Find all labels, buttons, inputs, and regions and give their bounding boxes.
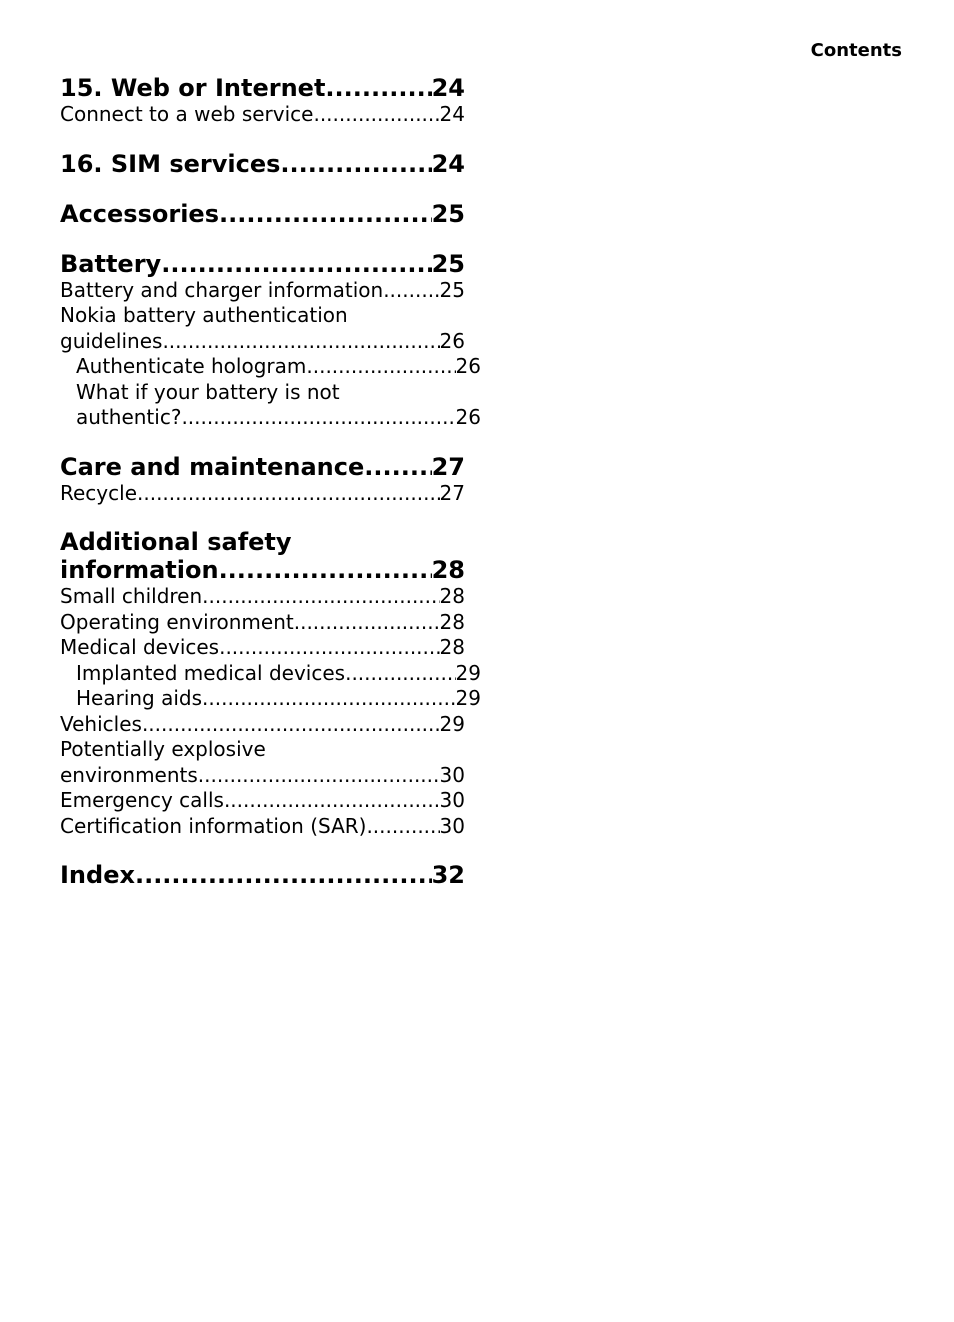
dot-leader bbox=[345, 661, 455, 687]
dot-leader bbox=[137, 481, 440, 507]
table-of-contents bbox=[60, 74, 481, 889]
toc-entry-certification-sar[interactable] bbox=[60, 814, 465, 840]
toc-entry-title: Small children bbox=[60, 584, 203, 608]
toc-entry-title: Care and maintenance bbox=[60, 452, 365, 481]
toc-entry-title: authentic? bbox=[76, 405, 182, 429]
toc-entry-page: 25 bbox=[439, 277, 465, 302]
toc-entry-web-or-internet[interactable] bbox=[60, 74, 465, 102]
dot-leader bbox=[219, 635, 439, 661]
toc-entry-vehicles[interactable] bbox=[60, 712, 465, 738]
toc-entry-operating-environment[interactable] bbox=[60, 610, 465, 636]
toc-entry-page: 26 bbox=[455, 354, 481, 378]
toc-entry-battery-charger-info[interactable] bbox=[60, 278, 465, 304]
toc-entry-title: Operating environment bbox=[60, 609, 294, 634]
toc-entry-page: 27 bbox=[439, 480, 465, 505]
toc-entry-title: Accessories bbox=[60, 199, 219, 228]
toc-entry-page: 29 bbox=[439, 711, 465, 736]
dot-leader bbox=[161, 250, 431, 278]
toc-entry-page: 28 bbox=[439, 635, 465, 659]
dot-leader bbox=[135, 861, 432, 889]
dot-leader bbox=[294, 610, 440, 636]
toc-entry-page: 26 bbox=[455, 405, 481, 429]
toc-entry-explosive-environments[interactable] bbox=[60, 737, 465, 788]
toc-entry-page: 25 bbox=[431, 249, 465, 278]
dot-leader bbox=[202, 584, 439, 610]
toc-entry-title-line: What if your battery is not bbox=[76, 379, 340, 404]
running-head: Contents bbox=[810, 40, 902, 61]
dot-leader bbox=[325, 74, 431, 102]
toc-entry-page: 28 bbox=[439, 584, 465, 608]
dot-leader bbox=[224, 788, 440, 814]
dot-leader bbox=[198, 763, 440, 789]
toc-entry-connect-web-service[interactable] bbox=[60, 102, 465, 128]
toc-entry-page: 30 bbox=[439, 788, 465, 812]
toc-entry-page: 30 bbox=[439, 813, 465, 838]
dot-leader bbox=[364, 453, 431, 481]
toc-entry-page: 27 bbox=[431, 452, 465, 481]
toc-entry-page: 24 bbox=[431, 149, 465, 178]
toc-entry-title: Connect to a web service bbox=[60, 102, 314, 126]
toc-entry-title: Implanted medical devices bbox=[76, 660, 346, 685]
toc-entry-title: Hearing aids bbox=[76, 686, 203, 710]
toc-entry-page: 28 bbox=[439, 609, 465, 634]
toc-entry-title: Battery and charger information bbox=[60, 277, 384, 302]
toc-entry-page: 24 bbox=[439, 102, 465, 126]
toc-entry-index[interactable] bbox=[60, 861, 465, 889]
toc-entry-title: 16. SIM services bbox=[60, 149, 281, 178]
dot-leader bbox=[306, 354, 455, 380]
toc-entry-title: Battery bbox=[60, 249, 162, 278]
toc-entry-title: Medical devices bbox=[60, 635, 220, 659]
toc-entry-title: Emergency calls bbox=[60, 788, 224, 812]
toc-entry-title: Authenticate hologram bbox=[76, 354, 307, 378]
dot-leader bbox=[142, 712, 440, 738]
toc-entry-care-maintenance[interactable] bbox=[60, 453, 465, 481]
toc-entry-page: 26 bbox=[439, 328, 465, 353]
toc-entry-battery[interactable] bbox=[60, 250, 465, 278]
toc-entry-title: 15. Web or Internet bbox=[60, 74, 326, 102]
toc-entry-additional-safety[interactable] bbox=[60, 528, 465, 584]
toc-entry-title: Index bbox=[60, 861, 135, 889]
toc-entry-accessories[interactable] bbox=[60, 200, 465, 228]
toc-entry-title: environments bbox=[60, 762, 198, 787]
dot-leader bbox=[219, 556, 432, 584]
toc-entry-page: 25 bbox=[431, 199, 465, 228]
toc-entry-hearing-aids[interactable] bbox=[60, 686, 481, 712]
toc-entry-authenticate-hologram[interactable] bbox=[60, 354, 481, 380]
toc-entry-title: information bbox=[60, 556, 219, 584]
toc-entry-title-line: Additional safety bbox=[60, 528, 292, 556]
toc-entry-page: 24 bbox=[431, 74, 465, 102]
toc-entry-battery-authentication[interactable] bbox=[60, 303, 465, 354]
toc-entry-medical-devices[interactable] bbox=[60, 635, 465, 661]
toc-entry-battery-not-authentic[interactable] bbox=[60, 380, 481, 431]
toc-entry-title-line: Potentially explosive bbox=[60, 737, 266, 761]
toc-entry-page: 30 bbox=[439, 762, 465, 787]
dot-leader bbox=[202, 686, 456, 712]
dot-leader bbox=[181, 405, 455, 431]
dot-leader bbox=[219, 200, 432, 228]
toc-entry-title: guidelines bbox=[60, 328, 163, 353]
toc-entry-emergency-calls[interactable] bbox=[60, 788, 465, 814]
toc-entry-implanted-medical-devices[interactable] bbox=[60, 661, 481, 687]
toc-entry-page: 32 bbox=[431, 861, 465, 889]
toc-entry-recycle[interactable] bbox=[60, 481, 465, 507]
toc-entry-title: Vehicles bbox=[60, 711, 142, 736]
dot-leader bbox=[280, 150, 431, 178]
dot-leader bbox=[313, 102, 439, 128]
toc-entry-title: Certification information (SAR) bbox=[60, 813, 367, 838]
toc-entry-page: 29 bbox=[455, 660, 481, 685]
toc-entry-small-children[interactable] bbox=[60, 584, 465, 610]
toc-entry-title-line: Nokia battery authentication bbox=[60, 303, 348, 327]
toc-entry-page: 29 bbox=[455, 686, 481, 710]
dot-leader bbox=[162, 329, 439, 355]
dot-leader bbox=[366, 814, 439, 840]
toc-entry-title: Recycle bbox=[60, 480, 137, 505]
toc-entry-page: 28 bbox=[431, 556, 465, 584]
toc-entry-sim-services[interactable] bbox=[60, 150, 465, 178]
dot-leader bbox=[383, 278, 439, 304]
